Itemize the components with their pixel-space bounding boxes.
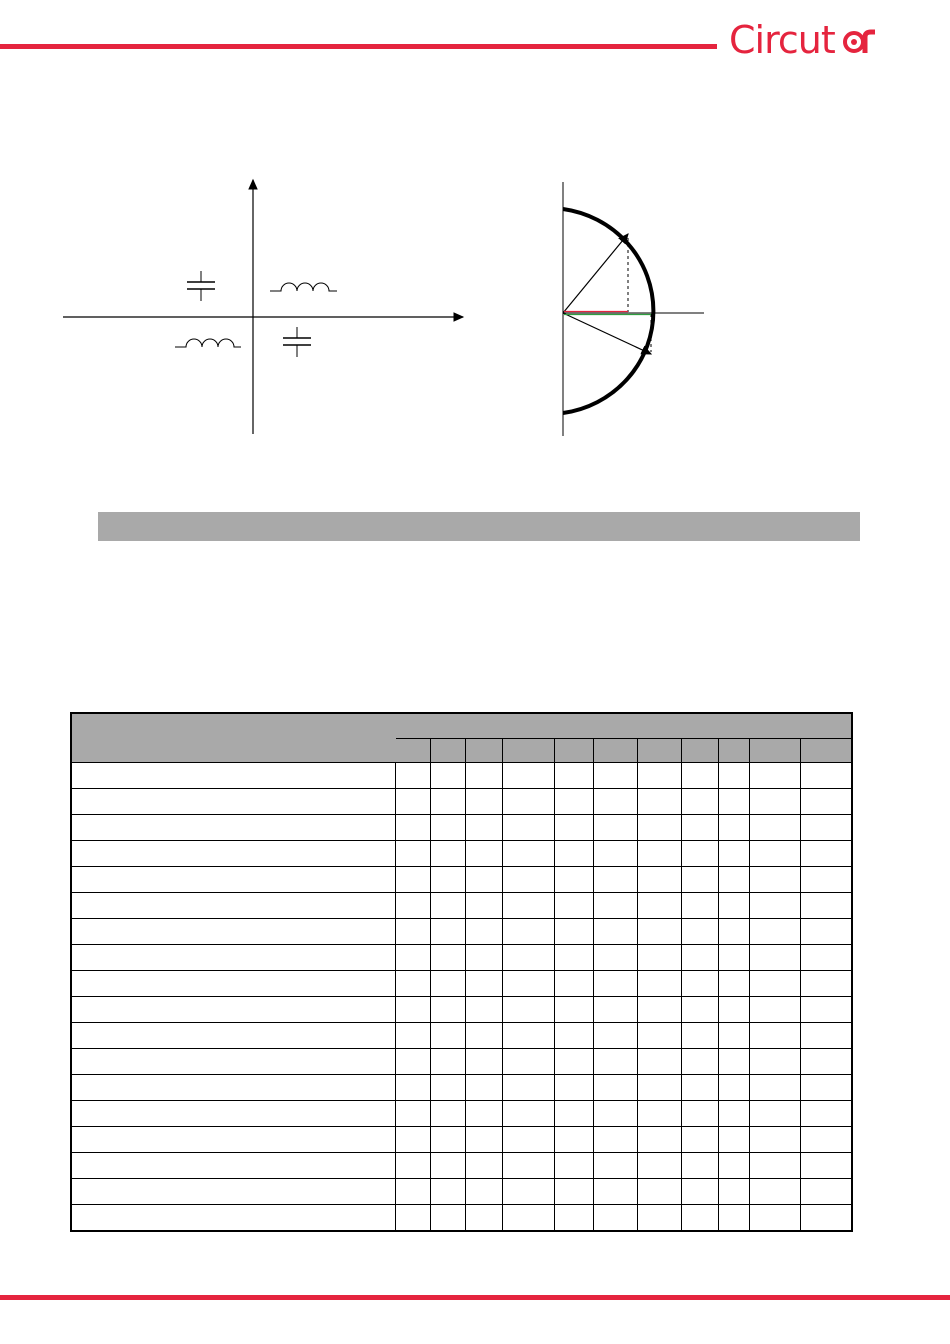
table-cell xyxy=(395,1101,430,1127)
table-cell xyxy=(637,893,681,919)
table-cell xyxy=(681,997,718,1023)
table-cell xyxy=(430,1075,465,1101)
table-row xyxy=(71,1101,852,1127)
table-row-label xyxy=(71,1101,395,1127)
table-cell xyxy=(395,971,430,997)
table-cell xyxy=(749,1049,800,1075)
table-cell xyxy=(593,867,637,893)
table-row xyxy=(71,789,852,815)
table-cell xyxy=(749,1127,800,1153)
table-row xyxy=(71,945,852,971)
table-cell xyxy=(593,815,637,841)
table-cell xyxy=(554,1049,593,1075)
table-cell xyxy=(681,763,718,789)
table-cell xyxy=(395,1023,430,1049)
table-cell xyxy=(465,1049,502,1075)
table-cell xyxy=(395,815,430,841)
table-cell xyxy=(637,945,681,971)
table-cell xyxy=(718,1153,749,1179)
table-cell xyxy=(554,1101,593,1127)
table-cell xyxy=(395,763,430,789)
section-band xyxy=(98,512,860,541)
table-cell xyxy=(637,1023,681,1049)
table-cell xyxy=(718,867,749,893)
table-cell xyxy=(800,1101,852,1127)
table-row xyxy=(71,763,852,789)
table-header-cell xyxy=(465,739,502,763)
table-header-cell xyxy=(637,739,681,763)
table-cell xyxy=(465,919,502,945)
table-cell xyxy=(681,1023,718,1049)
table-cell xyxy=(681,919,718,945)
table-cell xyxy=(718,1205,749,1232)
table-cell xyxy=(430,841,465,867)
table-header-cell xyxy=(593,739,637,763)
table-cell xyxy=(637,815,681,841)
table-cell xyxy=(502,867,554,893)
table-cell xyxy=(749,815,800,841)
table-cell xyxy=(637,997,681,1023)
table-cell xyxy=(718,1179,749,1205)
table-cell xyxy=(637,1205,681,1232)
table-cell xyxy=(681,945,718,971)
table-row-label xyxy=(71,1075,395,1101)
table-header-cell xyxy=(749,739,800,763)
table-row-label xyxy=(71,919,395,945)
table-header-row xyxy=(71,713,852,739)
table-cell xyxy=(718,893,749,919)
table-cell xyxy=(681,789,718,815)
table-cell xyxy=(718,997,749,1023)
table-row-label xyxy=(71,763,395,789)
table-cell xyxy=(430,997,465,1023)
table-row-label xyxy=(71,1049,395,1075)
table-cell xyxy=(554,841,593,867)
table-cell xyxy=(430,1101,465,1127)
table-cell xyxy=(395,945,430,971)
table-cell xyxy=(637,763,681,789)
table-cell xyxy=(554,867,593,893)
table-row xyxy=(71,841,852,867)
bottom-red-rule xyxy=(0,1295,950,1300)
table-cell xyxy=(593,893,637,919)
table-cell xyxy=(395,1205,430,1232)
table-row xyxy=(71,1075,852,1101)
table-cell xyxy=(593,1101,637,1127)
table-cell xyxy=(749,1153,800,1179)
table-cell xyxy=(395,1179,430,1205)
table-cell xyxy=(395,893,430,919)
table-cell xyxy=(718,789,749,815)
table-cell xyxy=(800,867,852,893)
table-cell xyxy=(465,971,502,997)
top-red-rule xyxy=(0,44,717,49)
table-cell xyxy=(554,919,593,945)
table-cell xyxy=(502,789,554,815)
table-cell xyxy=(430,919,465,945)
table-row xyxy=(71,1127,852,1153)
table-cell xyxy=(800,1205,852,1232)
table-cell xyxy=(593,789,637,815)
table-cell xyxy=(800,789,852,815)
table-cell xyxy=(430,1127,465,1153)
table-cell xyxy=(395,997,430,1023)
table-cell xyxy=(749,1023,800,1049)
table-header-cell xyxy=(718,739,749,763)
table-cell xyxy=(465,1127,502,1153)
table-row xyxy=(71,1179,852,1205)
table-cell xyxy=(554,1127,593,1153)
table-cell xyxy=(554,1075,593,1101)
table-cell xyxy=(800,1127,852,1153)
table-cell xyxy=(637,971,681,997)
table-cell xyxy=(800,815,852,841)
table-cell xyxy=(637,919,681,945)
table-cell xyxy=(554,1205,593,1232)
table-cell xyxy=(800,841,852,867)
table-cell xyxy=(749,789,800,815)
table-cell xyxy=(430,1153,465,1179)
table-cell xyxy=(593,971,637,997)
table-row xyxy=(71,971,852,997)
table-cell xyxy=(465,867,502,893)
table-cell xyxy=(681,815,718,841)
table-cell xyxy=(465,1153,502,1179)
table-cell xyxy=(749,1205,800,1232)
table-cell xyxy=(681,971,718,997)
table-row-label xyxy=(71,1153,395,1179)
table-cell xyxy=(800,1049,852,1075)
table-cell xyxy=(718,1075,749,1101)
table-cell xyxy=(637,1049,681,1075)
inductor-icon xyxy=(270,283,337,291)
table-row-label xyxy=(71,841,395,867)
table-cell xyxy=(502,1179,554,1205)
table-cell xyxy=(593,1205,637,1232)
table-cell xyxy=(395,1049,430,1075)
table-cell xyxy=(502,1153,554,1179)
table-cell xyxy=(395,841,430,867)
table-row xyxy=(71,1153,852,1179)
table-cell xyxy=(430,945,465,971)
table-row xyxy=(71,1023,852,1049)
table-cell xyxy=(681,1153,718,1179)
table-cell xyxy=(681,1101,718,1127)
table-cell xyxy=(681,893,718,919)
table-header-cell xyxy=(430,739,465,763)
table-cell xyxy=(800,763,852,789)
table-row-label xyxy=(71,997,395,1023)
table-cell xyxy=(637,1127,681,1153)
table-cell xyxy=(718,919,749,945)
table-row xyxy=(71,1049,852,1075)
table-cell xyxy=(502,945,554,971)
table-cell xyxy=(681,1127,718,1153)
table-cell xyxy=(718,971,749,997)
table-cell xyxy=(502,841,554,867)
table-cell xyxy=(465,945,502,971)
table-cell xyxy=(800,919,852,945)
table-cell xyxy=(502,763,554,789)
table-cell xyxy=(554,815,593,841)
table-cell xyxy=(749,867,800,893)
table-cell xyxy=(593,919,637,945)
table-cell xyxy=(637,841,681,867)
table-row-label xyxy=(71,893,395,919)
table-cell xyxy=(718,945,749,971)
table-cell xyxy=(465,1101,502,1127)
table-row-label xyxy=(71,945,395,971)
table-cell xyxy=(465,1205,502,1232)
table-header-cell xyxy=(554,739,593,763)
table-cell xyxy=(502,1049,554,1075)
table-cell xyxy=(554,997,593,1023)
table-cell xyxy=(593,841,637,867)
table-cell xyxy=(502,1075,554,1101)
table-header-cell xyxy=(681,739,718,763)
table-cell xyxy=(465,1075,502,1101)
table-row-label xyxy=(71,1127,395,1153)
table-row-label xyxy=(71,971,395,997)
table-cell xyxy=(749,1179,800,1205)
table-body xyxy=(71,763,852,1232)
table-cell xyxy=(502,919,554,945)
table-row xyxy=(71,893,852,919)
data-table xyxy=(70,712,853,1232)
table-cell xyxy=(800,945,852,971)
table-cell xyxy=(749,919,800,945)
table-cell xyxy=(502,1205,554,1232)
logo-wordmark xyxy=(729,14,879,64)
quadrant-diagram xyxy=(55,170,475,440)
table-row-label xyxy=(71,815,395,841)
table-cell xyxy=(681,1179,718,1205)
table-cell xyxy=(800,971,852,997)
table-cell xyxy=(718,815,749,841)
table-cell xyxy=(430,1023,465,1049)
capacitor-icon xyxy=(187,271,215,301)
vector-lower xyxy=(563,313,651,354)
table-header-cell xyxy=(800,739,852,763)
table-cell xyxy=(502,1101,554,1127)
table-cell xyxy=(593,1023,637,1049)
table-row xyxy=(71,815,852,841)
table-cell xyxy=(749,893,800,919)
table-row-label xyxy=(71,1023,395,1049)
capacitor-icon xyxy=(283,327,311,357)
table-cell xyxy=(637,1179,681,1205)
table-cell xyxy=(502,971,554,997)
table-cell xyxy=(554,1023,593,1049)
table-cell xyxy=(637,1153,681,1179)
table-cell xyxy=(800,1023,852,1049)
inductor-icon xyxy=(175,339,241,347)
table-cell xyxy=(593,1049,637,1075)
table-cell xyxy=(430,815,465,841)
circutor-logo xyxy=(729,14,879,64)
table-cell xyxy=(465,1179,502,1205)
table-cell xyxy=(749,841,800,867)
table-cell xyxy=(637,867,681,893)
table-cell xyxy=(502,1023,554,1049)
vector-diagram xyxy=(552,178,712,440)
table-cell xyxy=(800,997,852,1023)
table-cell xyxy=(749,1101,800,1127)
table-cell xyxy=(465,1023,502,1049)
table-row xyxy=(71,919,852,945)
table-cell xyxy=(430,1049,465,1075)
table-cell xyxy=(718,1049,749,1075)
table-cell xyxy=(395,919,430,945)
table-cell xyxy=(395,789,430,815)
table-cell xyxy=(718,763,749,789)
table-cell xyxy=(718,1101,749,1127)
table-cell xyxy=(749,763,800,789)
table-cell xyxy=(465,815,502,841)
table-cell xyxy=(502,815,554,841)
table-cell xyxy=(554,763,593,789)
svg-text:Circut: Circut xyxy=(729,18,835,62)
table-cell xyxy=(749,945,800,971)
table-cell xyxy=(681,867,718,893)
table-cell xyxy=(502,1127,554,1153)
table-header-cell xyxy=(502,739,554,763)
table-cell xyxy=(430,971,465,997)
table-cell xyxy=(593,997,637,1023)
table-row xyxy=(71,867,852,893)
table-cell xyxy=(554,789,593,815)
table-cell xyxy=(554,945,593,971)
table-cell xyxy=(800,893,852,919)
table-row xyxy=(71,1205,852,1232)
table-cell xyxy=(554,1153,593,1179)
table-cell xyxy=(681,841,718,867)
table-cell xyxy=(681,1205,718,1232)
table-header-group xyxy=(395,713,852,739)
table-cell xyxy=(554,971,593,997)
table-cell xyxy=(502,893,554,919)
table-cell xyxy=(800,1179,852,1205)
table-cell xyxy=(502,997,554,1023)
table-cell xyxy=(637,1075,681,1101)
table-cell xyxy=(395,1153,430,1179)
table-cell xyxy=(593,1127,637,1153)
table-cell xyxy=(465,789,502,815)
table-row-label xyxy=(71,867,395,893)
table-cell xyxy=(430,1205,465,1232)
table-cell xyxy=(430,789,465,815)
table-cell xyxy=(554,893,593,919)
table-cell xyxy=(430,1179,465,1205)
table-cell xyxy=(465,763,502,789)
table-row-label xyxy=(71,1179,395,1205)
table-cell xyxy=(593,1075,637,1101)
table-cell xyxy=(430,763,465,789)
table-cell xyxy=(718,841,749,867)
table-cell xyxy=(593,763,637,789)
table-cell xyxy=(554,1179,593,1205)
table-cell xyxy=(430,867,465,893)
table-row-label xyxy=(71,789,395,815)
table-header-cell xyxy=(395,739,430,763)
table-row-label xyxy=(71,1205,395,1232)
table-cell xyxy=(637,789,681,815)
table-cell xyxy=(395,1075,430,1101)
table-cell xyxy=(749,997,800,1023)
table-cell xyxy=(718,1023,749,1049)
table-row xyxy=(71,997,852,1023)
table-cell xyxy=(465,841,502,867)
table-cell xyxy=(718,1127,749,1153)
table-cell xyxy=(430,893,465,919)
table-cell xyxy=(681,1075,718,1101)
table-cell xyxy=(395,867,430,893)
table-cell xyxy=(681,1049,718,1075)
vector-upper xyxy=(563,234,628,313)
table-cell xyxy=(749,1075,800,1101)
table-cell xyxy=(395,1127,430,1153)
table-cell xyxy=(749,971,800,997)
table-header-label xyxy=(71,713,395,763)
table-cell xyxy=(465,893,502,919)
table-cell xyxy=(800,1153,852,1179)
table-cell xyxy=(637,1101,681,1127)
table-cell xyxy=(593,945,637,971)
table-cell xyxy=(593,1179,637,1205)
table-cell xyxy=(465,997,502,1023)
table-cell xyxy=(800,1075,852,1101)
table-cell xyxy=(593,1153,637,1179)
